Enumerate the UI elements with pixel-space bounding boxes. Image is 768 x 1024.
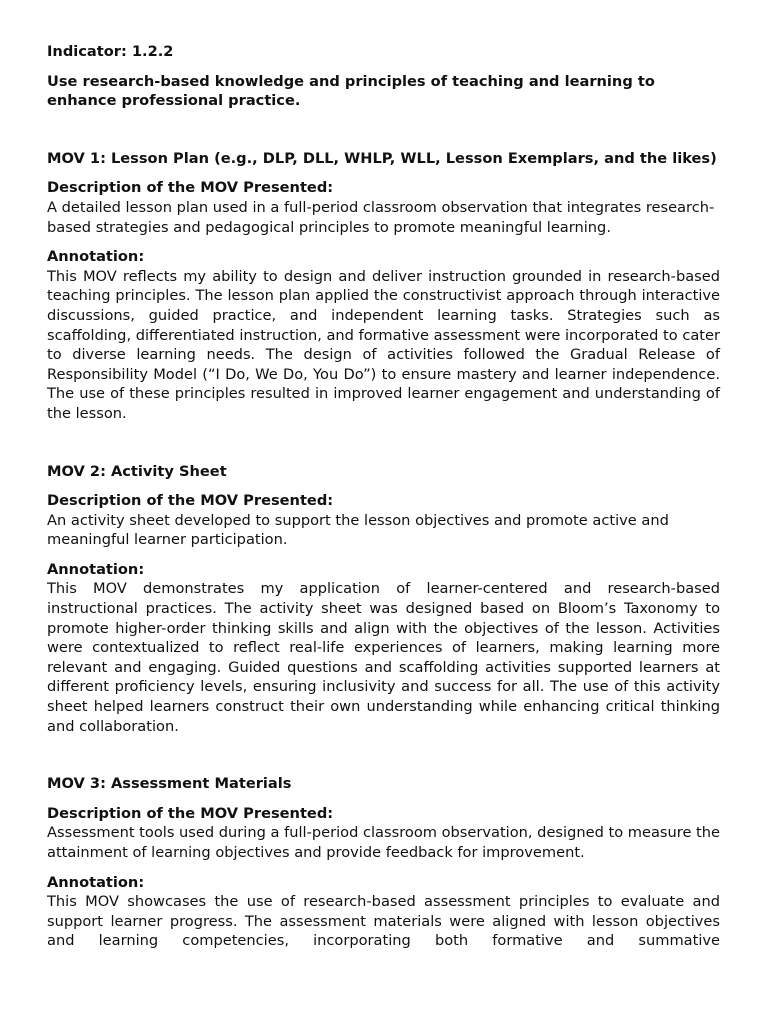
description-text: A detailed lesson plan used in a full-period classroom observation that integrates research-based strategies and pedagogical principles to promote meaningful learning. (47, 198, 715, 236)
description-label: Description of the MOV Presented: (47, 492, 334, 510)
description-label: Description of the MOV Presented: (47, 179, 334, 197)
mov-title: MOV 1: Lesson Plan (e.g., DLP, DLL, WHLP, WLL, Lesson Exemplars, and the likes) (47, 149, 717, 167)
annotation-label: Annotation: (47, 873, 145, 891)
indicator-label: Indicator: 1.2.2 (47, 43, 174, 60)
document-page (47, 42, 720, 951)
mov-3-section (47, 774, 720, 951)
description-text: Assessment tools used during a full-period classroom observation, designed to measure the attainment of learning objectives and provide feedback for improvement. (47, 824, 721, 861)
mov-title: MOV 3: Assessment Materials (47, 775, 292, 793)
annotation-label: Annotation: (47, 248, 145, 266)
indicator-statement: Use research-based knowledge and principles of teaching and learning to enhance professional practice. (47, 72, 655, 110)
annotation-text: This MOV reflects my ability to design and deliver instruction grounded in research-based teaching principles. The lesson plan applied the constructivist approach through interactive discussions, guided practice, and independent learning tasks. Strategies such as scaffolding, differentiated instruction, and formative assessment were incorporated to cater to diverse learning needs. The design of activities followed the Gradual Release of Responsibility Model (“I Do, We Do, You Do”) to ensure mastery and learner independence. The use of these principles resulted in improved learner engagement and understanding of the lesson. (47, 267, 720, 422)
description-text: An activity sheet developed to support the lesson objectives and promote active and meaningful learner participation. (47, 511, 669, 549)
annotation-text: This MOV showcases the use of research-based assessment principles to evaluate and support learner progress. The assessment materials were aligned with lesson objectives and learning competencies, incorporating both formative and summative (47, 893, 720, 950)
description-label: Description of the MOV Presented: (47, 804, 334, 822)
mov-2-section (47, 462, 720, 737)
mov-1-section (47, 149, 720, 424)
mov-title: MOV 2: Activity Sheet (47, 462, 227, 480)
annotation-text: This MOV demonstrates my application of learner-centered and research-based instructional practices. The activity sheet was designed based on Bloom’s Taxonomy to promote higher-order thinking skills and align with the objectives of the lesson. Activities were contextualized to reflect real-life experiences of learners, making learning more relevant and engaging. Guided questions and scaffolding activities supported learners at different proficiency levels, ensuring inclusivity and success for all. The use of this activity sheet helped learners construct their own understanding while enhancing critical thinking and collaboration. (47, 580, 720, 735)
annotation-label: Annotation: (47, 560, 145, 578)
